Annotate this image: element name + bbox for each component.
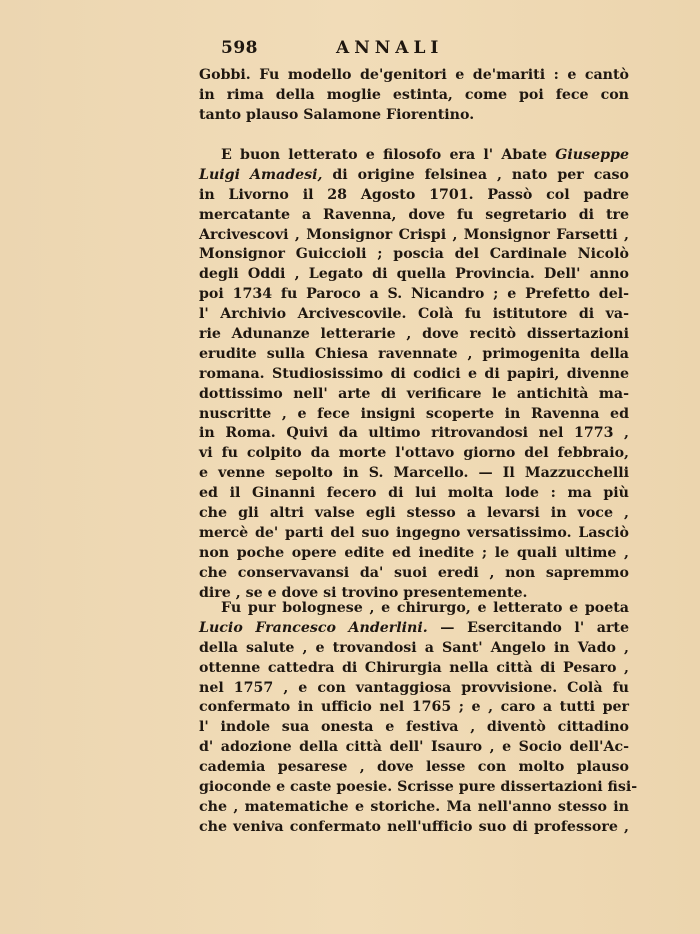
person-name: Giuseppe: [555, 147, 629, 163]
text-line: ottenne cattedra di Chirurgia nella città di Pesaro ,: [199, 659, 629, 676]
text-line: dire , se e dove si trovino presentemente.: [199, 584, 528, 601]
text-line: Monsignor Guiccioli ; poscia del Cardinale Nicolò: [199, 246, 629, 263]
text-line: E buon letterato e filosofo era l' Abate Giuseppe: [221, 147, 629, 163]
paragraph-2: [199, 146, 629, 603]
text-line: tanto plauso Salamone Fiorentino.: [199, 106, 475, 123]
text-line: degli Oddi , Legato di quella Provincia. Dell' anno: [199, 266, 629, 283]
text-line: cademia pesarese , dove lesse con molto plauso: [199, 759, 629, 776]
text-line: d' adozione della città dell' Isauro , e Socio dell'Ac-: [199, 739, 629, 756]
text-line: Arcivescovi , Monsignor Crispi , Monsignor Farsetti ,: [199, 226, 629, 243]
text-line: in rima della moglie estinta, come poi fece con: [199, 86, 629, 103]
text-line: erudite sulla Chiesa ravennate , primogenita della: [199, 345, 629, 362]
text-line: vi fu colpito da morte l'ottavo giorno del febbraio,: [199, 445, 629, 462]
text-line: mercatante a Ravenna, dove fu segretario di tre: [199, 206, 629, 223]
text-line: poi 1734 fu Paroco a S. Nicandro ; e Prefetto del-: [199, 286, 629, 303]
text-line: in Livorno il 28 Agosto 1701. Passò col padre: [199, 186, 629, 203]
text-line: mercè de' parti del suo ingegno versatissimo. Lasciò: [199, 524, 629, 541]
person-name: Lucio Francesco Anderlini.: [199, 619, 428, 636]
text-line: nel 1757 , e con vantaggiosa provvisione. Colà fu: [199, 679, 629, 696]
text-line: [199, 838, 629, 858]
text-line: Fu pur bolognese , e chirurgo, e letterato e poeta: [221, 600, 629, 616]
text-line: confermato in ufficio nel 1765 ; e , caro a tutti per: [199, 699, 629, 716]
text-line: rie Adunanze letterarie , dove recitò dissertazioni: [199, 326, 629, 343]
text-line: non poche opere edite ed inedite ; le quali ultime ,: [199, 544, 629, 561]
text-line: l' Archivio Arcivescovile. Colà fu istitutore di va-: [199, 306, 629, 323]
text-line: e venne sepolto in S. Marcello. — Il Mazzucchelli: [199, 465, 629, 482]
text-line: Gobbi. Fu modello de'genitori e de'mariti : e cantò: [199, 67, 629, 83]
text-line: ed il Ginanni fecero di lui molta lode : ma più: [199, 485, 629, 502]
paragraph-3: [199, 599, 638, 858]
text-line: nuscritte , e fece insigni scoperte in Ravenna ed: [199, 405, 629, 422]
page-header: [199, 38, 629, 60]
text-line: gioconde e caste poesie. Scrisse pure dissertazioni fisi-: [199, 779, 638, 796]
text-line: Luigi Amadesi, di origine felsinea , nato per caso: [199, 166, 629, 183]
text-line: romana. Studiosissimo di codici e di papiri, divenne: [199, 365, 629, 382]
text-line: dottissimo nell' arte di verificare le antichità ma-: [199, 385, 629, 402]
page-number: 598: [221, 38, 258, 58]
text-line: della salute , e trovandosi a Sant' Angelo in Vado ,: [199, 639, 629, 656]
person-name: Luigi Amadesi,: [199, 166, 323, 183]
text-line: che , matematiche e storiche. Ma nell'anno stesso in: [199, 798, 629, 815]
text-line: Lucio Francesco Anderlini. — Esercitando l' arte: [199, 619, 630, 636]
text-line: l' indole sua onesta e festiva , diventò cittadino: [199, 719, 629, 736]
paragraph-1: [199, 66, 629, 126]
text-line: che conservavansi da' suoi eredi , non sapremmo: [199, 564, 629, 581]
text-line: che gli altri valse egli stesso a levarsi in voce ,: [199, 505, 629, 522]
running-title: ANNALI: [336, 38, 444, 58]
text-line: che veniva confermato nell'ufficio suo di professore ,: [199, 818, 629, 835]
text-line: in Roma. Quivi da ultimo ritrovandosi nel 1773 ,: [199, 425, 629, 442]
